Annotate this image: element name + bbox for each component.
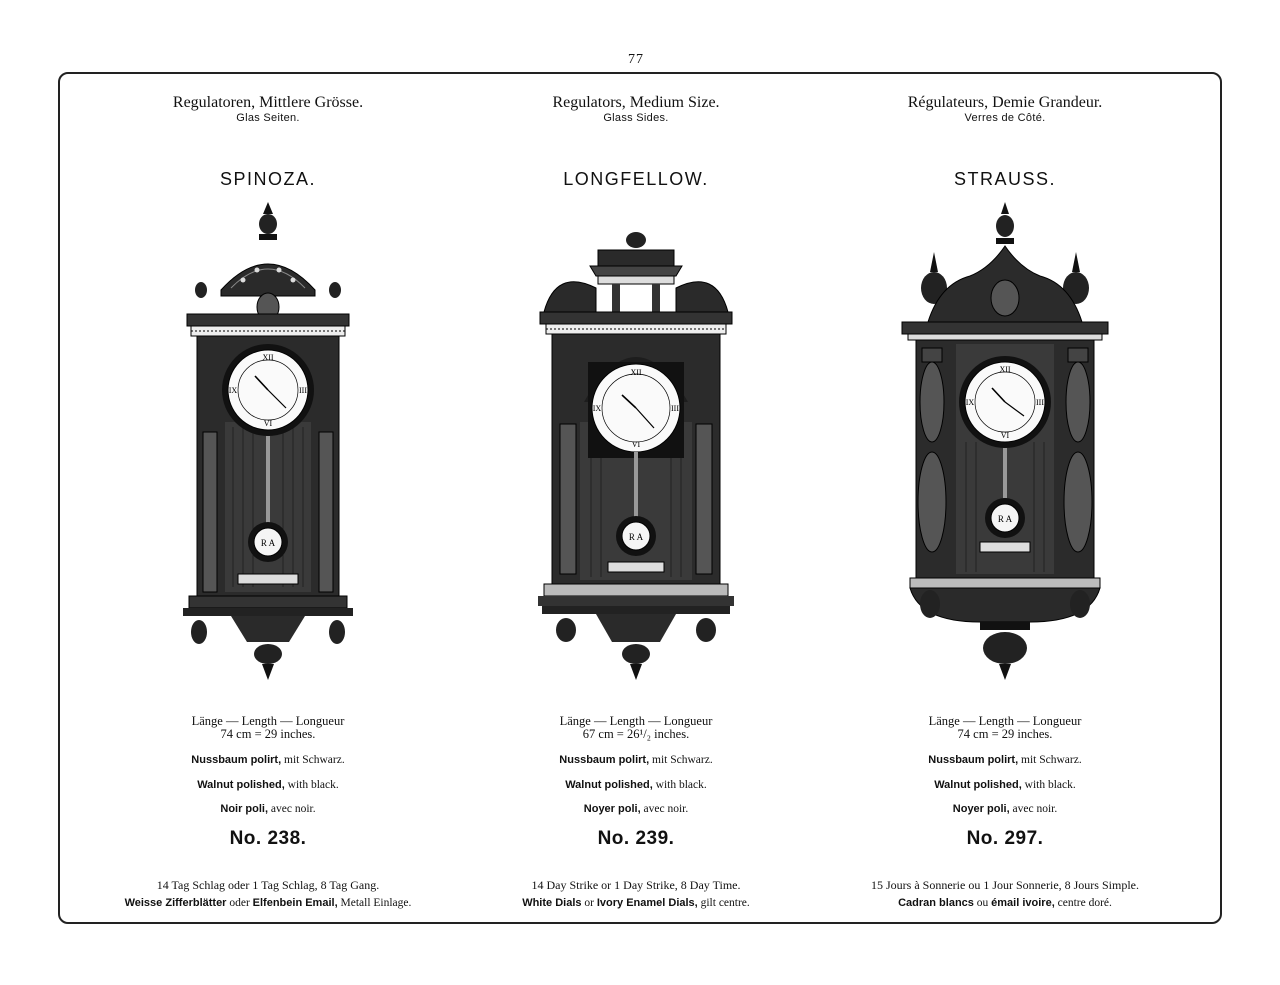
column-subheading: Glass Sides. xyxy=(603,112,669,124)
dial-numeral: VI xyxy=(631,440,641,449)
length-label: Länge — Length — Longueur xyxy=(191,714,345,728)
movement-description: 14 Day Strike or 1 Day Strike, 8 Day Time. xyxy=(531,878,741,892)
dial-numeral: XII xyxy=(262,353,274,362)
finish-french: Noyer poli, avec noir. xyxy=(952,803,1058,815)
dial-numeral: VI xyxy=(1000,431,1010,440)
finish-english: Walnut polished, with black. xyxy=(934,779,1076,791)
length-value: 74 cm = 29 inches. xyxy=(220,727,316,741)
dial-numeral: III xyxy=(671,404,679,413)
page-number: 77 xyxy=(628,52,644,67)
catalog-column-longfellow xyxy=(456,72,816,924)
wall-clock-illustration xyxy=(183,202,353,687)
finish-german: Nussbaum polirt, mit Schwarz. xyxy=(559,754,713,766)
model-name: LONGFELLOW. xyxy=(563,169,709,189)
dial-numeral: IX xyxy=(965,398,975,407)
dial-numeral: IX xyxy=(592,404,602,413)
column-subheading: Verres de Côté. xyxy=(964,112,1046,124)
finish-english: Walnut polished, with black. xyxy=(565,779,707,791)
pendulum-letters: R A xyxy=(997,514,1013,524)
catalog-column-strauss xyxy=(825,72,1185,924)
dial-numeral: XII xyxy=(630,368,642,377)
column-heading: Régulateurs, Demie Grandeur. xyxy=(907,94,1103,111)
dial-numeral: XII xyxy=(999,365,1011,374)
length-value: 67 cm = 26¹/₂ inches. xyxy=(582,727,690,741)
column-subheading: Glas Seiten. xyxy=(236,112,300,124)
length-label: Länge — Length — Longueur xyxy=(559,714,713,728)
catalog-number: No. 297. xyxy=(966,828,1044,849)
catalog-number: No. 238. xyxy=(229,828,307,849)
dial-description: Weisse Zifferblätter oder Elfenbein Email, Metall Einlage. xyxy=(124,897,412,909)
pendulum-letters: R A xyxy=(260,538,276,548)
finish-english: Walnut polished, with black. xyxy=(197,779,339,791)
movement-description: 15 Jours à Sonnerie ou 1 Jour Sonnerie, 8 Jours Simple. xyxy=(871,878,1139,892)
model-name: SPINOZA. xyxy=(219,169,316,189)
column-heading: Regulators, Medium Size. xyxy=(552,94,720,111)
dial-description: Cadran blancs ou émail ivoire, centre doré. xyxy=(898,897,1112,909)
finish-french: Noir poli, avec noir. xyxy=(220,803,316,815)
column-heading: Regulatoren, Mittlere Grösse. xyxy=(172,94,364,111)
length-label: Länge — Length — Longueur xyxy=(928,714,1082,728)
movement-description: 14 Tag Schlag oder 1 Tag Schlag, 8 Tag Gang. xyxy=(156,878,380,892)
dial-numeral: IX xyxy=(228,386,238,395)
wall-clock-illustration xyxy=(536,202,736,687)
catalog-column-spinoza xyxy=(88,72,448,924)
pendulum-letters: R A xyxy=(628,532,644,542)
model-name: STRAUSS. xyxy=(953,169,1057,189)
dial-numeral: VI xyxy=(263,419,273,428)
dial-description: White Dials or Ivory Enamel Dials, gilt centre. xyxy=(522,897,750,909)
wall-clock-illustration xyxy=(900,202,1110,687)
finish-german: Nussbaum polirt, mit Schwarz. xyxy=(928,754,1082,766)
finish-german: Nussbaum polirt, mit Schwarz. xyxy=(191,754,345,766)
catalog-number: No. 239. xyxy=(597,828,675,849)
dial-numeral: III xyxy=(299,386,307,395)
dial-numeral: III xyxy=(1036,398,1044,407)
finish-french: Noyer poli, avec noir. xyxy=(583,803,689,815)
length-value: 74 cm = 29 inches. xyxy=(957,727,1053,741)
